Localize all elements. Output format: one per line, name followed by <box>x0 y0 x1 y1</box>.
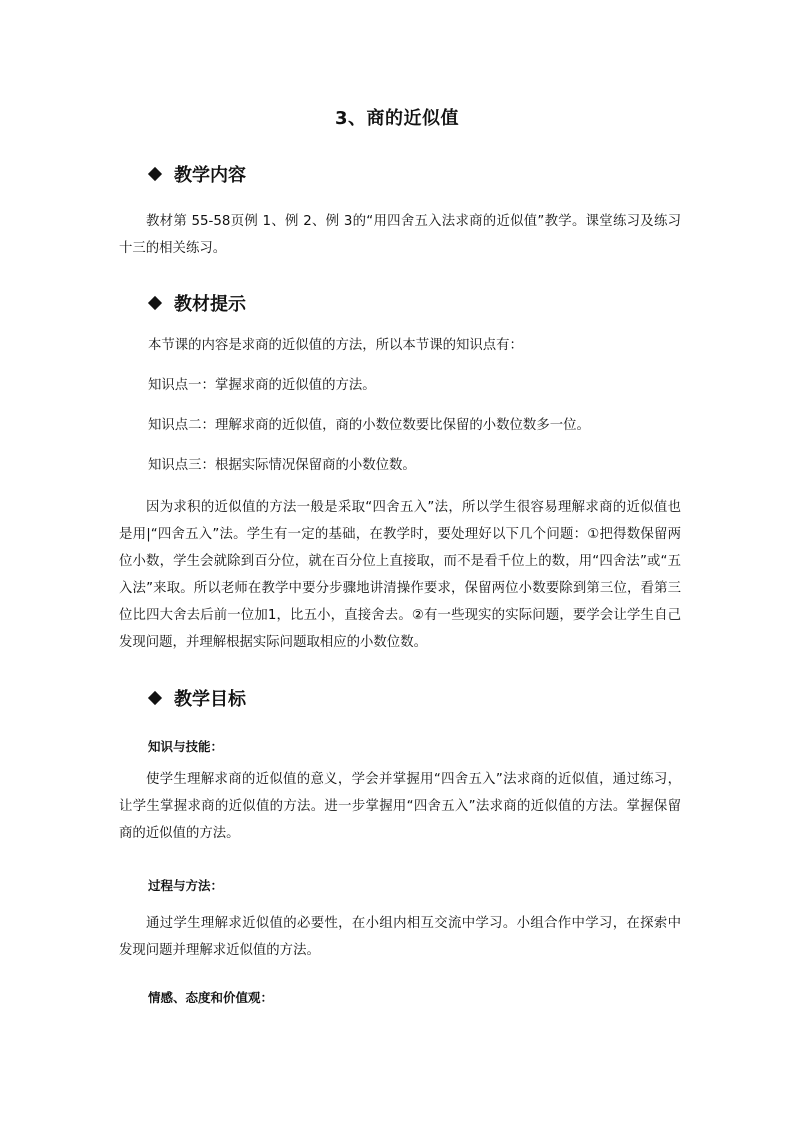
section-heading-content <box>148 161 246 187</box>
goals-subheading-process: 过程与方法： <box>148 878 224 893</box>
section-heading-hints <box>148 290 246 316</box>
knowledge-point-2: 知识点二：理解求商的近似值，商的小数位数要比保留的小数位数多一位。 <box>148 418 590 433</box>
section-heading-goals <box>148 685 246 711</box>
knowledge-point-3: 知识点三：根据实际情况保留商的小数位数。 <box>148 458 416 473</box>
diamond-bullet-icon <box>148 691 162 705</box>
goals-paragraph-knowledge: 使学生理解求商的近似值的意义，学会并掌握用“四舍五入”法求商的近似值，通过练习，让学生掌握求商的近似值的方法。进一步掌握用“四舍五入”法求商的近似值的方法。掌握保留商的近似值的方法。 <box>119 772 681 841</box>
diamond-bullet-icon <box>148 167 162 181</box>
diamond-bullet-icon <box>148 296 162 310</box>
goals-subheading-attitude: 情感、态度和价值观： <box>148 990 274 1005</box>
section-heading-label: 教学内容 <box>174 165 246 186</box>
hints-paragraph: 因为求积的近似值的方法一般是采取“四舍五入”法，所以学生很容易理解求商的近似值也是用|“四舍五入”法。学生有一定的基础，在教学时，要处理好以下几个问题：①把得数保留两位小数，学生会就除到百分位，就在百分位上直接取，而不是看千位上的数，用“四舍法”或“五入法”来取。所以老师在教学中要分步骤地讲清操作要求，保留两位小数要除到第三位，看第三位比四大舍去后前一位加1，比五小，直接舍去。②有一些现实的实际问题，要学会让学生自己发现问题，并理解根据实际问题取相应的小数位数。 <box>119 500 681 650</box>
goals-subheading-knowledge: 知识与技能： <box>148 739 224 754</box>
goals-paragraph-process: 通过学生理解求近似值的必要性，在小组内相互交流中学习。小组合作中学习，在探索中发现问题并理解求近似值的方法。 <box>119 916 681 958</box>
section-heading-label: 教材提示 <box>174 294 246 315</box>
page-title: 3、商的近似值 <box>334 108 460 129</box>
knowledge-point-1: 知识点一：掌握求商的近似值的方法。 <box>148 378 376 393</box>
section-heading-label: 教学目标 <box>174 689 246 710</box>
content-paragraph: 教材第 55-58页例 1、例 2、例 3的“用四舍五入法求商的近似值”教学。课堂练习及练习十三的相关练习。 <box>119 214 681 256</box>
hints-intro: 本节课的内容是求商的近似值的方法，所以本节课的知识点有： <box>148 338 523 353</box>
